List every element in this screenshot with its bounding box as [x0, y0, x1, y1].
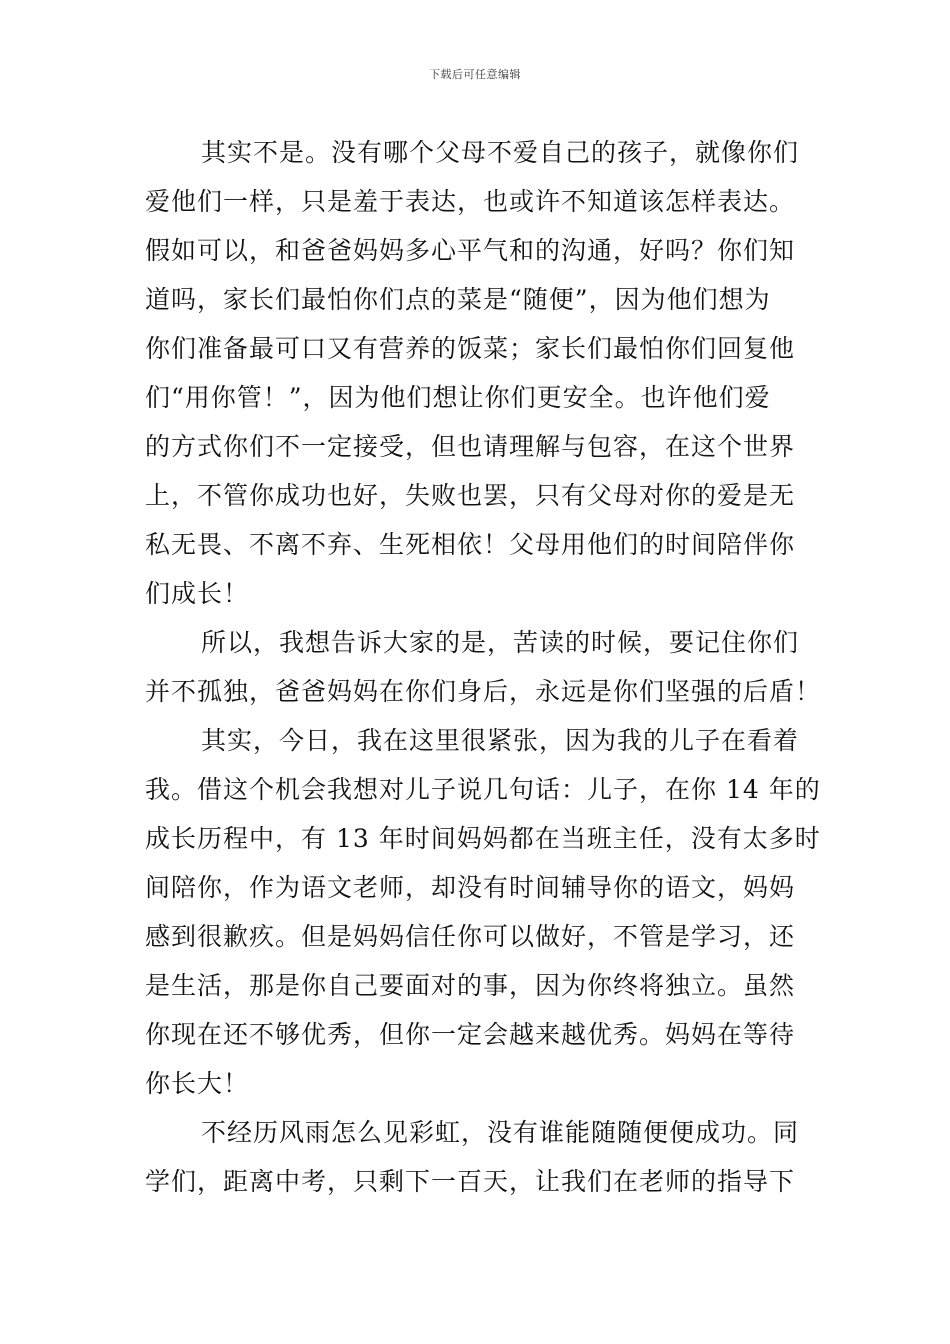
paragraph: [145, 128, 810, 618]
text-line: 道吗，家长们最怕你们点的菜是“随便”，因为他们想为: [145, 285, 771, 314]
text-line: 私无畏、不离不弃、生死相依！父母用他们的时间陪伴你: [145, 530, 796, 559]
text-line: 你长大！: [145, 1069, 250, 1098]
text-line: 我。借这个机会我想对儿子说几句话：儿子，在你 14 年的: [145, 775, 821, 804]
text-line: 假如可以，和爸爸妈妈多心平气和的沟通，好吗？你们知: [145, 236, 796, 265]
text-line: 感到很歉疚。但是妈妈信任你可以做好，不管是学习，还: [145, 922, 796, 951]
text-line: 们“用你管！”，因为他们想让你们更安全。也许他们爱: [145, 383, 771, 412]
text-line: 所以，我想告诉大家的是，苦读的时候，要记住你们: [201, 628, 800, 657]
page-header: 下载后可任意编辑: [429, 68, 521, 81]
text-line: 爱他们一样，只是羞于表达，也或许不知道该怎样表达。: [145, 187, 796, 216]
text-line: 不经历风雨怎么见彩虹，没有谁能随随便便成功。同: [201, 1118, 800, 1147]
text-line: 并不孤独，爸爸妈妈在你们身后，永远是你们坚强的后盾！: [145, 677, 822, 706]
text-line: 是生活，那是你自己要面对的事，因为你终将独立。虽然: [145, 971, 796, 1000]
text-line: 的方式你们不一定接受，但也请理解与包容，在这个世界: [145, 432, 796, 461]
paragraph: [145, 618, 822, 716]
text-line: 其实不是。没有哪个父母不爱自己的孩子，就像你们: [201, 138, 800, 167]
text-line: 间陪你，作为语文老师，却没有时间辅导你的语文，妈妈: [145, 873, 796, 902]
paragraph: [145, 716, 821, 1108]
text-line: 学们，距离中考，只剩下一百天，让我们在老师的指导下: [145, 1167, 796, 1196]
text-line: 成长历程中，有 13 年时间妈妈都在当班主任，没有太多时: [145, 824, 821, 853]
document-body: [145, 128, 822, 1206]
text-line: 你们准备最可口又有营养的饭菜；家长们最怕你们回复他: [145, 334, 796, 363]
text-line: 其实，今日，我在这里很紧张，因为我的儿子在看着: [201, 726, 800, 755]
paragraph: [145, 1108, 810, 1206]
text-line: 上，不管你成功也好，失败也罢，只有父母对你的爱是无: [145, 481, 796, 510]
text-line: 们成长！: [145, 579, 250, 608]
text-line: 你现在还不够优秀，但你一定会越来越优秀。妈妈在等待: [145, 1020, 796, 1049]
